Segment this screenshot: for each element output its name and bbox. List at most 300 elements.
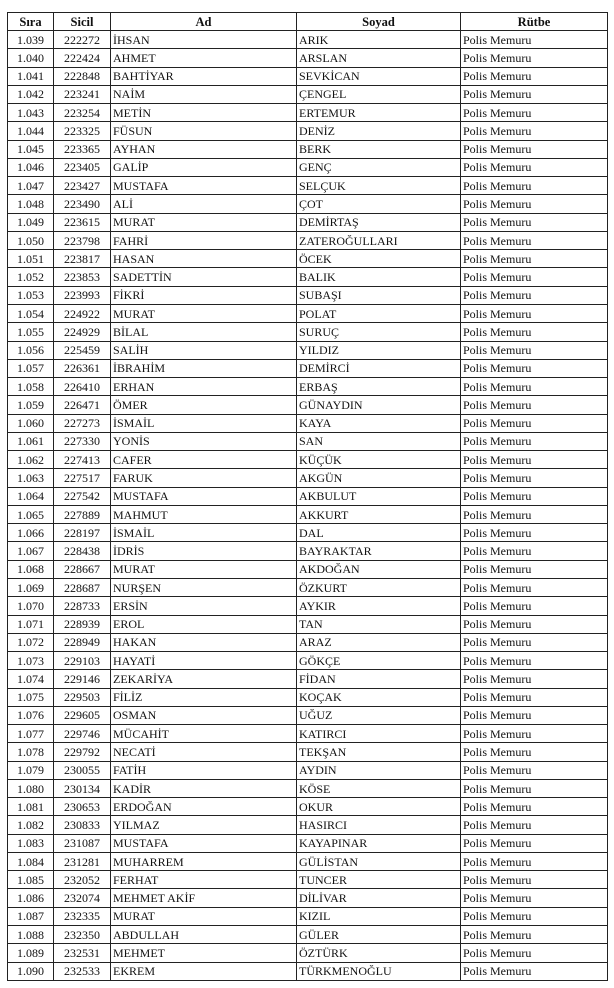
header-row xyxy=(8,13,608,31)
cell-ad: HAKAN xyxy=(111,633,297,651)
cell-soyad: ARIK xyxy=(297,31,461,49)
table-row xyxy=(8,268,608,286)
table-row xyxy=(8,396,608,414)
table-row xyxy=(8,852,608,870)
cell-rutbe: Polis Memuru xyxy=(461,158,608,176)
cell-sicil: 232533 xyxy=(54,962,111,980)
cell-soyad: GENÇ xyxy=(297,158,461,176)
cell-sicil: 224922 xyxy=(54,304,111,322)
table-row xyxy=(8,122,608,140)
table-row xyxy=(8,889,608,907)
cell-rutbe: Polis Memuru xyxy=(461,524,608,542)
cell-sira: 1.063 xyxy=(8,469,54,487)
cell-sicil: 228949 xyxy=(54,633,111,651)
table-row xyxy=(8,304,608,322)
cell-sira: 1.075 xyxy=(8,688,54,706)
cell-ad: OSMAN xyxy=(111,706,297,724)
cell-ad: AYHAN xyxy=(111,140,297,158)
cell-rutbe: Polis Memuru xyxy=(461,304,608,322)
cell-soyad: TAN xyxy=(297,615,461,633)
cell-sicil: 231281 xyxy=(54,852,111,870)
cell-soyad: AKKURT xyxy=(297,505,461,523)
cell-soyad: ZATEROĞULLARI xyxy=(297,231,461,249)
cell-ad: MUSTAFA xyxy=(111,834,297,852)
table-row xyxy=(8,451,608,469)
cell-ad: İSMAİL xyxy=(111,414,297,432)
cell-sira: 1.076 xyxy=(8,706,54,724)
cell-ad: AHMET xyxy=(111,49,297,67)
cell-ad: İSMAİL xyxy=(111,524,297,542)
cell-soyad: FİDAN xyxy=(297,670,461,688)
cell-soyad: KIZIL xyxy=(297,907,461,925)
cell-soyad: ÇOT xyxy=(297,195,461,213)
cell-soyad: DENİZ xyxy=(297,122,461,140)
cell-rutbe: Polis Memuru xyxy=(461,250,608,268)
cell-ad: ALİ xyxy=(111,195,297,213)
cell-sicil: 229746 xyxy=(54,725,111,743)
table-row xyxy=(8,524,608,542)
cell-rutbe: Polis Memuru xyxy=(461,268,608,286)
cell-sicil: 226361 xyxy=(54,359,111,377)
cell-sicil: 222272 xyxy=(54,31,111,49)
cell-rutbe: Polis Memuru xyxy=(461,962,608,980)
cell-ad: NECATİ xyxy=(111,743,297,761)
cell-sira: 1.078 xyxy=(8,743,54,761)
table-row xyxy=(8,798,608,816)
cell-sira: 1.046 xyxy=(8,158,54,176)
cell-soyad: DEMİRCİ xyxy=(297,359,461,377)
table-row xyxy=(8,779,608,797)
header-rutbe: Rütbe xyxy=(461,13,608,31)
cell-soyad: AYKIR xyxy=(297,597,461,615)
cell-ad: ERHAN xyxy=(111,378,297,396)
table-row xyxy=(8,615,608,633)
table-row xyxy=(8,834,608,852)
cell-ad: ERDOĞAN xyxy=(111,798,297,816)
cell-soyad: ÖCEK xyxy=(297,250,461,268)
table-row xyxy=(8,761,608,779)
cell-soyad: SELÇUK xyxy=(297,177,461,195)
cell-soyad: KOÇAK xyxy=(297,688,461,706)
table-row xyxy=(8,85,608,103)
cell-ad: SALİH xyxy=(111,341,297,359)
cell-ad: METİN xyxy=(111,104,297,122)
cell-rutbe: Polis Memuru xyxy=(461,706,608,724)
cell-ad: CAFER xyxy=(111,451,297,469)
cell-rutbe: Polis Memuru xyxy=(461,834,608,852)
cell-rutbe: Polis Memuru xyxy=(461,177,608,195)
cell-soyad: GÖKÇE xyxy=(297,652,461,670)
cell-sira: 1.043 xyxy=(8,104,54,122)
cell-ad: ABDULLAH xyxy=(111,926,297,944)
cell-ad: MURAT xyxy=(111,304,297,322)
cell-sira: 1.079 xyxy=(8,761,54,779)
cell-sicil: 223798 xyxy=(54,231,111,249)
cell-sira: 1.062 xyxy=(8,451,54,469)
cell-sicil: 232074 xyxy=(54,889,111,907)
cell-soyad: BALIK xyxy=(297,268,461,286)
cell-sira: 1.074 xyxy=(8,670,54,688)
cell-rutbe: Polis Memuru xyxy=(461,542,608,560)
cell-rutbe: Polis Memuru xyxy=(461,49,608,67)
cell-rutbe: Polis Memuru xyxy=(461,926,608,944)
cell-rutbe: Polis Memuru xyxy=(461,140,608,158)
cell-rutbe: Polis Memuru xyxy=(461,231,608,249)
cell-soyad: HASIRCI xyxy=(297,816,461,834)
cell-sicil: 223615 xyxy=(54,213,111,231)
cell-rutbe: Polis Memuru xyxy=(461,122,608,140)
cell-rutbe: Polis Memuru xyxy=(461,597,608,615)
cell-sicil: 230134 xyxy=(54,779,111,797)
cell-rutbe: Polis Memuru xyxy=(461,779,608,797)
cell-soyad: KATIRCI xyxy=(297,725,461,743)
cell-sira: 1.052 xyxy=(8,268,54,286)
cell-sira: 1.064 xyxy=(8,487,54,505)
cell-soyad: AYDIN xyxy=(297,761,461,779)
cell-sicil: 230653 xyxy=(54,798,111,816)
cell-soyad: TEKŞAN xyxy=(297,743,461,761)
cell-sicil: 232531 xyxy=(54,944,111,962)
cell-sicil: 223241 xyxy=(54,85,111,103)
table-row xyxy=(8,359,608,377)
cell-sicil: 226410 xyxy=(54,378,111,396)
cell-rutbe: Polis Memuru xyxy=(461,578,608,596)
cell-ad: FİKRİ xyxy=(111,286,297,304)
table-row xyxy=(8,560,608,578)
cell-sicil: 223427 xyxy=(54,177,111,195)
cell-ad: MAHMUT xyxy=(111,505,297,523)
table-row xyxy=(8,578,608,596)
cell-sicil: 228667 xyxy=(54,560,111,578)
cell-rutbe: Polis Memuru xyxy=(461,816,608,834)
cell-rutbe: Polis Memuru xyxy=(461,451,608,469)
cell-sira: 1.087 xyxy=(8,907,54,925)
cell-soyad: OKUR xyxy=(297,798,461,816)
cell-soyad: KAYAPINAR xyxy=(297,834,461,852)
cell-ad: ÖMER xyxy=(111,396,297,414)
cell-sicil: 227273 xyxy=(54,414,111,432)
table-row xyxy=(8,871,608,889)
cell-rutbe: Polis Memuru xyxy=(461,761,608,779)
cell-ad: MUSTAFA xyxy=(111,177,297,195)
table-row xyxy=(8,962,608,980)
cell-sicil: 227517 xyxy=(54,469,111,487)
personnel-table xyxy=(7,12,608,981)
cell-sicil: 232052 xyxy=(54,871,111,889)
cell-rutbe: Polis Memuru xyxy=(461,615,608,633)
cell-sira: 1.058 xyxy=(8,378,54,396)
cell-sicil: 227330 xyxy=(54,432,111,450)
cell-soyad: SAN xyxy=(297,432,461,450)
table-row xyxy=(8,633,608,651)
header-sicil: Sicil xyxy=(54,13,111,31)
cell-ad: ZEKARİYA xyxy=(111,670,297,688)
cell-soyad: KÖSE xyxy=(297,779,461,797)
cell-sira: 1.089 xyxy=(8,944,54,962)
cell-sicil: 228438 xyxy=(54,542,111,560)
table-body xyxy=(8,31,608,981)
cell-rutbe: Polis Memuru xyxy=(461,31,608,49)
cell-sicil: 229792 xyxy=(54,743,111,761)
cell-soyad: SUBAŞI xyxy=(297,286,461,304)
cell-soyad: ÖZTÜRK xyxy=(297,944,461,962)
cell-ad: İHSAN xyxy=(111,31,297,49)
cell-ad: FAHRİ xyxy=(111,231,297,249)
cell-sira: 1.051 xyxy=(8,250,54,268)
cell-ad: MUHARREM xyxy=(111,852,297,870)
cell-ad: NURŞEN xyxy=(111,578,297,596)
cell-sira: 1.060 xyxy=(8,414,54,432)
cell-sira: 1.070 xyxy=(8,597,54,615)
cell-sira: 1.041 xyxy=(8,67,54,85)
cell-rutbe: Polis Memuru xyxy=(461,798,608,816)
cell-soyad: KAYA xyxy=(297,414,461,432)
cell-soyad: ARAZ xyxy=(297,633,461,651)
cell-ad: MURAT xyxy=(111,213,297,231)
cell-sira: 1.065 xyxy=(8,505,54,523)
table-row xyxy=(8,706,608,724)
cell-ad: BİLAL xyxy=(111,323,297,341)
table-row xyxy=(8,341,608,359)
table-row xyxy=(8,286,608,304)
cell-rutbe: Polis Memuru xyxy=(461,505,608,523)
cell-sicil: 224929 xyxy=(54,323,111,341)
cell-sicil: 226471 xyxy=(54,396,111,414)
cell-sira: 1.081 xyxy=(8,798,54,816)
cell-rutbe: Polis Memuru xyxy=(461,944,608,962)
cell-soyad: SURUÇ xyxy=(297,323,461,341)
cell-sicil: 222848 xyxy=(54,67,111,85)
cell-sira: 1.069 xyxy=(8,578,54,596)
cell-soyad: ÖZKURT xyxy=(297,578,461,596)
table-row xyxy=(8,743,608,761)
cell-sicil: 228733 xyxy=(54,597,111,615)
table-row xyxy=(8,158,608,176)
table-row xyxy=(8,414,608,432)
cell-sicil: 223405 xyxy=(54,158,111,176)
cell-rutbe: Polis Memuru xyxy=(461,85,608,103)
cell-sicil: 228197 xyxy=(54,524,111,542)
cell-soyad: GÜNAYDIN xyxy=(297,396,461,414)
cell-ad: MURAT xyxy=(111,907,297,925)
cell-soyad: AKDOĞAN xyxy=(297,560,461,578)
cell-sicil: 228687 xyxy=(54,578,111,596)
cell-sira: 1.042 xyxy=(8,85,54,103)
table-row xyxy=(8,378,608,396)
cell-rutbe: Polis Memuru xyxy=(461,487,608,505)
cell-soyad: ERBAŞ xyxy=(297,378,461,396)
cell-sira: 1.047 xyxy=(8,177,54,195)
header-ad: Ad xyxy=(111,13,297,31)
cell-sira: 1.083 xyxy=(8,834,54,852)
cell-soyad: AKGÜN xyxy=(297,469,461,487)
cell-rutbe: Polis Memuru xyxy=(461,633,608,651)
cell-soyad: AKBULUT xyxy=(297,487,461,505)
cell-sicil: 222424 xyxy=(54,49,111,67)
cell-ad: EROL xyxy=(111,615,297,633)
cell-sira: 1.080 xyxy=(8,779,54,797)
cell-sira: 1.084 xyxy=(8,852,54,870)
cell-sira: 1.085 xyxy=(8,871,54,889)
cell-soyad: DEMİRTAŞ xyxy=(297,213,461,231)
cell-ad: FERHAT xyxy=(111,871,297,889)
cell-sira: 1.050 xyxy=(8,231,54,249)
cell-rutbe: Polis Memuru xyxy=(461,359,608,377)
cell-rutbe: Polis Memuru xyxy=(461,286,608,304)
cell-ad: EKREM xyxy=(111,962,297,980)
table-row xyxy=(8,505,608,523)
cell-rutbe: Polis Memuru xyxy=(461,907,608,925)
cell-ad: İDRİS xyxy=(111,542,297,560)
cell-ad: MUSTAFA xyxy=(111,487,297,505)
cell-rutbe: Polis Memuru xyxy=(461,195,608,213)
cell-sicil: 227542 xyxy=(54,487,111,505)
cell-sira: 1.068 xyxy=(8,560,54,578)
cell-soyad: BAYRAKTAR xyxy=(297,542,461,560)
cell-rutbe: Polis Memuru xyxy=(461,652,608,670)
cell-rutbe: Polis Memuru xyxy=(461,341,608,359)
cell-ad: HAYATİ xyxy=(111,652,297,670)
cell-sicil: 230833 xyxy=(54,816,111,834)
table-row xyxy=(8,49,608,67)
cell-rutbe: Polis Memuru xyxy=(461,213,608,231)
cell-soyad: BERK xyxy=(297,140,461,158)
cell-soyad: TÜRKMENOĞLU xyxy=(297,962,461,980)
cell-ad: FATİH xyxy=(111,761,297,779)
cell-rutbe: Polis Memuru xyxy=(461,852,608,870)
cell-sicil: 230055 xyxy=(54,761,111,779)
cell-sicil: 227413 xyxy=(54,451,111,469)
cell-sicil: 223490 xyxy=(54,195,111,213)
cell-rutbe: Polis Memuru xyxy=(461,396,608,414)
cell-sira: 1.057 xyxy=(8,359,54,377)
cell-ad: GALİP xyxy=(111,158,297,176)
cell-rutbe: Polis Memuru xyxy=(461,871,608,889)
cell-sicil: 229146 xyxy=(54,670,111,688)
cell-sira: 1.048 xyxy=(8,195,54,213)
table-row xyxy=(8,31,608,49)
cell-soyad: KÜÇÜK xyxy=(297,451,461,469)
cell-sicil: 223993 xyxy=(54,286,111,304)
cell-sira: 1.088 xyxy=(8,926,54,944)
cell-rutbe: Polis Memuru xyxy=(461,378,608,396)
table-row xyxy=(8,323,608,341)
cell-sicil: 229503 xyxy=(54,688,111,706)
cell-sira: 1.061 xyxy=(8,432,54,450)
cell-ad: FARUK xyxy=(111,469,297,487)
cell-sira: 1.045 xyxy=(8,140,54,158)
cell-soyad: UĞUZ xyxy=(297,706,461,724)
cell-sicil: 227889 xyxy=(54,505,111,523)
cell-sira: 1.077 xyxy=(8,725,54,743)
cell-sicil: 229103 xyxy=(54,652,111,670)
table-row xyxy=(8,907,608,925)
table-row xyxy=(8,670,608,688)
cell-sicil: 231087 xyxy=(54,834,111,852)
table-row xyxy=(8,597,608,615)
cell-sira: 1.090 xyxy=(8,962,54,980)
cell-ad: MEHMET AKİF xyxy=(111,889,297,907)
cell-ad: İBRAHİM xyxy=(111,359,297,377)
cell-soyad: YILDIZ xyxy=(297,341,461,359)
cell-sira: 1.059 xyxy=(8,396,54,414)
cell-ad: FÜSUN xyxy=(111,122,297,140)
cell-rutbe: Polis Memuru xyxy=(461,560,608,578)
cell-sicil: 228939 xyxy=(54,615,111,633)
cell-soyad: ARSLAN xyxy=(297,49,461,67)
cell-rutbe: Polis Memuru xyxy=(461,323,608,341)
cell-sicil: 232350 xyxy=(54,926,111,944)
cell-sicil: 232335 xyxy=(54,907,111,925)
cell-rutbe: Polis Memuru xyxy=(461,725,608,743)
cell-sicil: 223817 xyxy=(54,250,111,268)
table-row xyxy=(8,177,608,195)
table-row xyxy=(8,213,608,231)
cell-sicil: 225459 xyxy=(54,341,111,359)
table-row xyxy=(8,250,608,268)
cell-sira: 1.071 xyxy=(8,615,54,633)
cell-ad: BAHTİYAR xyxy=(111,67,297,85)
cell-soyad: ÇENGEL xyxy=(297,85,461,103)
table-row xyxy=(8,725,608,743)
cell-soyad: GÜLER xyxy=(297,926,461,944)
cell-soyad: DİLİVAR xyxy=(297,889,461,907)
cell-sira: 1.040 xyxy=(8,49,54,67)
cell-sira: 1.072 xyxy=(8,633,54,651)
cell-ad: YONİS xyxy=(111,432,297,450)
cell-sira: 1.066 xyxy=(8,524,54,542)
cell-sira: 1.055 xyxy=(8,323,54,341)
header-sira: Sıra xyxy=(8,13,54,31)
table-row xyxy=(8,542,608,560)
cell-sira: 1.086 xyxy=(8,889,54,907)
cell-sira: 1.054 xyxy=(8,304,54,322)
table-row xyxy=(8,104,608,122)
cell-rutbe: Polis Memuru xyxy=(461,67,608,85)
cell-sira: 1.073 xyxy=(8,652,54,670)
cell-rutbe: Polis Memuru xyxy=(461,743,608,761)
cell-sicil: 223325 xyxy=(54,122,111,140)
cell-ad: MURAT xyxy=(111,560,297,578)
cell-sicil: 229605 xyxy=(54,706,111,724)
table-row xyxy=(8,816,608,834)
cell-sira: 1.082 xyxy=(8,816,54,834)
cell-sicil: 223254 xyxy=(54,104,111,122)
header-soyad: Soyad xyxy=(297,13,461,31)
cell-soyad: SEVKİCAN xyxy=(297,67,461,85)
cell-rutbe: Polis Memuru xyxy=(461,670,608,688)
table-row xyxy=(8,432,608,450)
table-row xyxy=(8,231,608,249)
cell-ad: ERSİN xyxy=(111,597,297,615)
cell-sira: 1.053 xyxy=(8,286,54,304)
table-row xyxy=(8,926,608,944)
table-row xyxy=(8,487,608,505)
table-row xyxy=(8,469,608,487)
cell-sira: 1.049 xyxy=(8,213,54,231)
cell-ad: MÜCAHİT xyxy=(111,725,297,743)
table-row xyxy=(8,944,608,962)
cell-ad: HASAN xyxy=(111,250,297,268)
cell-soyad: ERTEMUR xyxy=(297,104,461,122)
cell-sira: 1.067 xyxy=(8,542,54,560)
cell-rutbe: Polis Memuru xyxy=(461,889,608,907)
cell-sicil: 223365 xyxy=(54,140,111,158)
cell-ad: FİLİZ xyxy=(111,688,297,706)
cell-soyad: TUNCER xyxy=(297,871,461,889)
cell-sira: 1.039 xyxy=(8,31,54,49)
cell-ad: YILMAZ xyxy=(111,816,297,834)
